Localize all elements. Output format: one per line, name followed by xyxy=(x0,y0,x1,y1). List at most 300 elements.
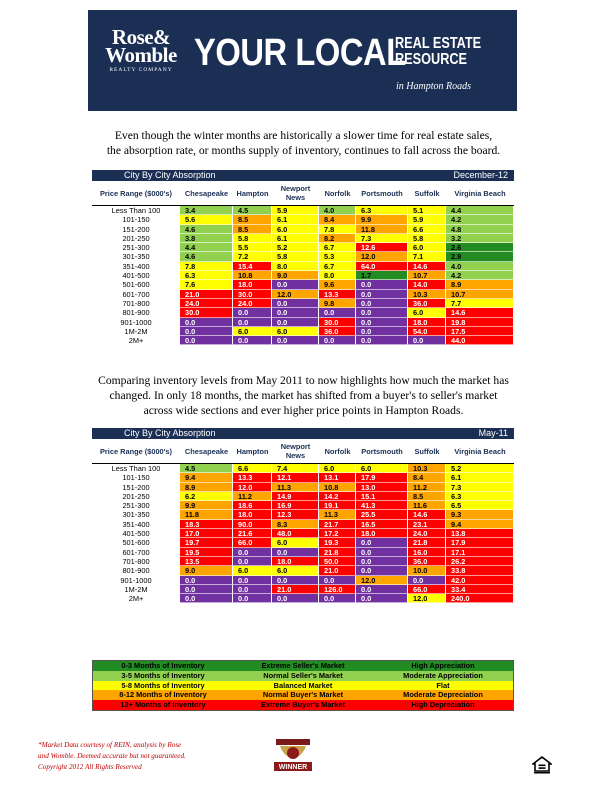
price-range-label: 351-400 xyxy=(122,519,150,529)
absorption-cell: 5.1 xyxy=(408,206,446,215)
absorption-cell: 18.0 xyxy=(356,529,408,538)
col-header: Norfolk xyxy=(324,446,351,456)
price-range-label: 901-1000 xyxy=(120,317,152,327)
banner-main-text: YOUR LOCAL xyxy=(194,32,406,74)
price-range-label: 2M+ xyxy=(128,336,144,346)
table-header-row xyxy=(92,181,514,206)
absorption-cell: 4.6 xyxy=(180,252,233,261)
table-row xyxy=(92,215,514,224)
comparison-paragraph: Comparing inventory levels from May 2011 to now highlights how much the market has changed. In only 18 months, the market has shifted from a buyer's to seller's market across wide sections and ever higher price points in Hampton Roads. xyxy=(98,374,509,417)
legend-market: Normal Seller's Market xyxy=(263,670,343,680)
table-row xyxy=(92,252,514,261)
absorption-cell: 126.0 xyxy=(319,585,356,594)
absorption-cell: 7.1 xyxy=(408,252,446,261)
absorption-cell: 0.0 xyxy=(180,576,233,585)
absorption-cell: 0.0 xyxy=(356,318,408,327)
absorption-cell: 10.7 xyxy=(446,290,514,299)
absorption-cell: 2.9 xyxy=(446,252,514,261)
table-row xyxy=(92,473,514,482)
absorption-cell: 5.8 xyxy=(272,252,319,261)
absorption-table-may11 xyxy=(92,428,514,603)
absorption-cell: 14.6 xyxy=(408,262,446,271)
absorption-cell: 4.2 xyxy=(446,215,514,224)
absorption-cell: 5.9 xyxy=(408,215,446,224)
absorption-cell: 11.2 xyxy=(408,483,446,492)
absorption-cell: 6.3 xyxy=(180,271,233,280)
price-range-label: 401-500 xyxy=(122,529,150,539)
absorption-cell: 6.1 xyxy=(446,473,514,482)
absorption-cell: 12.3 xyxy=(272,510,319,519)
absorption-cell: 9.4 xyxy=(180,473,233,482)
price-range-label: 801-900 xyxy=(122,566,150,576)
col-header: Suffolk xyxy=(414,446,440,456)
absorption-cell: 0.0 xyxy=(180,585,233,594)
absorption-cell: 2.6 xyxy=(446,243,514,252)
absorption-cell: 7.4 xyxy=(272,464,319,473)
absorption-cell: 13.5 xyxy=(180,557,233,566)
absorption-cell: 0.0 xyxy=(356,336,408,345)
absorption-cell: 0.0 xyxy=(319,336,356,345)
price-range-label: 401-500 xyxy=(122,271,150,281)
absorption-cell: 42.0 xyxy=(446,576,514,585)
absorption-cell: 25.5 xyxy=(356,510,408,519)
absorption-cell: 14.9 xyxy=(272,492,319,501)
absorption-cell: 64.0 xyxy=(356,262,408,271)
col-header: Newport News xyxy=(280,184,311,202)
absorption-cell: 6.0 xyxy=(408,308,446,317)
absorption-cell: 11.3 xyxy=(272,483,319,492)
col-header: Price Range ($000's) xyxy=(99,188,172,198)
absorption-cell: 5.3 xyxy=(319,252,356,261)
absorption-cell: 0.0 xyxy=(356,585,408,594)
legend-months: 8-12 Months of Inventory xyxy=(119,690,207,700)
absorption-cell: 5.9 xyxy=(272,206,319,215)
table-row xyxy=(92,529,514,538)
absorption-cell: 4.5 xyxy=(233,206,272,215)
absorption-cell: 9.0 xyxy=(180,566,233,575)
legend-trend: High Appreciation xyxy=(411,661,475,670)
absorption-cell: 48.0 xyxy=(272,529,319,538)
table-row xyxy=(92,585,514,594)
absorption-cell: 12.0 xyxy=(233,483,272,492)
absorption-cell: 0.0 xyxy=(356,594,408,603)
table-row xyxy=(92,299,514,308)
absorption-cell: 0.0 xyxy=(180,318,233,327)
price-range-label: 201-250 xyxy=(122,233,150,243)
price-range-label: 201-250 xyxy=(122,491,150,501)
price-range-label: 251-300 xyxy=(122,501,150,511)
legend-market: Extreme Buyer's Market xyxy=(261,700,345,710)
col-header: Portsmouth xyxy=(361,446,403,456)
absorption-cell: 0.0 xyxy=(233,308,272,317)
col-header: Suffolk xyxy=(414,188,440,198)
absorption-cell: 0.0 xyxy=(272,336,319,345)
absorption-cell: 30.0 xyxy=(180,308,233,317)
absorption-cell: 0.0 xyxy=(233,576,272,585)
absorption-cell: 7.8 xyxy=(180,262,233,271)
absorption-cell: 18.3 xyxy=(180,520,233,529)
absorption-cell: 18.0 xyxy=(272,557,319,566)
absorption-cell: 21.8 xyxy=(408,538,446,547)
col-header: Newport News xyxy=(280,442,311,460)
table-row xyxy=(92,271,514,280)
absorption-cell: 23.1 xyxy=(408,520,446,529)
absorption-cell: 0.0 xyxy=(233,585,272,594)
absorption-cell: 21.0 xyxy=(180,290,233,299)
absorption-cell: 4.4 xyxy=(180,243,233,252)
absorption-cell: 6.1 xyxy=(272,215,319,224)
absorption-cell: 9.0 xyxy=(272,271,319,280)
header-banner xyxy=(88,10,517,111)
absorption-cell: 6.0 xyxy=(272,538,319,547)
absorption-cell: 7.3 xyxy=(446,483,514,492)
absorption-cell: 9.3 xyxy=(446,510,514,519)
table-title-bar: City By City Absorption May-11 xyxy=(92,428,514,439)
table-row xyxy=(92,501,514,510)
legend-months: 3-5 Months of Inventory xyxy=(121,670,205,680)
legend-row xyxy=(93,661,513,671)
absorption-cell: 7.3 xyxy=(356,234,408,243)
absorption-cell: 6.3 xyxy=(356,206,408,215)
absorption-cell: 19.7 xyxy=(180,538,233,547)
table-row xyxy=(92,520,514,529)
table-title-bar: City By City Absorption December-12 xyxy=(92,170,514,181)
absorption-cell: 10.8 xyxy=(233,271,272,280)
absorption-cell: 0.0 xyxy=(233,594,272,603)
price-range-label: 1M-2M xyxy=(124,326,148,336)
absorption-cell: 5.2 xyxy=(272,243,319,252)
legend-trend: Moderate Depreciation xyxy=(403,690,483,700)
col-header: Chesapeake xyxy=(184,446,229,456)
table-row xyxy=(92,243,514,252)
price-range-label: 301-350 xyxy=(122,510,150,520)
absorption-cell: 17.5 xyxy=(446,327,514,336)
absorption-cell: 0.0 xyxy=(272,308,319,317)
absorption-cell: 0.0 xyxy=(319,576,356,585)
table-row xyxy=(92,483,514,492)
absorption-cell: 9.4 xyxy=(446,520,514,529)
absorption-cell: 4.6 xyxy=(180,225,233,234)
table-row xyxy=(92,327,514,336)
absorption-cell: 0.0 xyxy=(356,290,408,299)
table-row xyxy=(92,336,514,345)
table-row xyxy=(92,262,514,271)
absorption-cell: 18.0 xyxy=(233,510,272,519)
legend-trend: Moderate Appreciation xyxy=(403,670,483,680)
absorption-cell: 5.8 xyxy=(233,234,272,243)
absorption-cell: 10.3 xyxy=(408,290,446,299)
absorption-cell: 21.0 xyxy=(272,585,319,594)
absorption-cell: 11.6 xyxy=(408,501,446,510)
absorption-cell: 8.4 xyxy=(319,215,356,224)
absorption-cell: 13.3 xyxy=(233,473,272,482)
price-range-label: 251-300 xyxy=(122,243,150,253)
absorption-cell: 14.6 xyxy=(408,510,446,519)
absorption-cell: 4.2 xyxy=(446,271,514,280)
table-row xyxy=(92,464,514,473)
equal-housing-icon xyxy=(532,756,552,774)
absorption-cell: 33.8 xyxy=(446,566,514,575)
absorption-cell: 9.9 xyxy=(356,215,408,224)
absorption-cell: 5.6 xyxy=(180,215,233,224)
absorption-cell: 0.0 xyxy=(408,576,446,585)
absorption-table-dec12 xyxy=(92,170,514,345)
absorption-cell: 10.0 xyxy=(408,566,446,575)
legend-market: Normal Buyer's Market xyxy=(262,690,344,700)
absorption-cell: 16.0 xyxy=(408,548,446,557)
absorption-cell: 13.1 xyxy=(319,473,356,482)
absorption-cell: 15.4 xyxy=(233,262,272,271)
absorption-cell: 0.0 xyxy=(272,280,319,289)
absorption-cell: 8.9 xyxy=(446,280,514,289)
absorption-cell: 14.0 xyxy=(408,280,446,289)
col-header: Virginia Beach xyxy=(454,188,506,198)
absorption-cell: 6.0 xyxy=(272,225,319,234)
absorption-cell: 5.8 xyxy=(408,234,446,243)
price-range-label: 351-400 xyxy=(122,261,150,271)
absorption-cell: 18.6 xyxy=(233,501,272,510)
absorption-cell: 10.7 xyxy=(408,271,446,280)
absorption-cell: 6.6 xyxy=(408,225,446,234)
price-range-label: 801-900 xyxy=(122,308,150,318)
absorption-cell: 8.0 xyxy=(272,262,319,271)
legend-market: Balanced Market xyxy=(273,680,333,690)
absorption-cell: 0.0 xyxy=(319,308,356,317)
price-range-label: 2M+ xyxy=(128,594,144,604)
absorption-cell: 6.7 xyxy=(319,243,356,252)
absorption-cell: 6.0 xyxy=(408,243,446,252)
col-header: Hampton xyxy=(236,446,269,456)
price-range-label: 701-800 xyxy=(122,298,150,308)
absorption-cell: 18.0 xyxy=(233,280,272,289)
absorption-cell: 11.2 xyxy=(233,492,272,501)
absorption-cell: 13.0 xyxy=(356,483,408,492)
absorption-cell: 6.0 xyxy=(233,566,272,575)
legend-months: 12+ Months of Inventory xyxy=(120,700,206,710)
price-range-label: 101-150 xyxy=(122,215,150,225)
absorption-cell: 4.4 xyxy=(446,206,514,215)
absorption-cell: 0.0 xyxy=(319,594,356,603)
absorption-cell: 36.0 xyxy=(408,557,446,566)
legend-row xyxy=(93,681,513,691)
absorption-cell: 14.6 xyxy=(446,308,514,317)
absorption-cell: 6.6 xyxy=(233,464,272,473)
absorption-cell: 4.0 xyxy=(446,262,514,271)
absorption-cell: 8.2 xyxy=(319,234,356,243)
absorption-cell: 6.2 xyxy=(180,492,233,501)
absorption-cell: 0.0 xyxy=(233,336,272,345)
price-range-label: 301-350 xyxy=(122,252,150,262)
absorption-cell: 8.3 xyxy=(272,520,319,529)
absorption-cell: 0.0 xyxy=(356,566,408,575)
absorption-cell: 33.4 xyxy=(446,585,514,594)
absorption-cell: 8.0 xyxy=(319,271,356,280)
price-range-label: 901-1000 xyxy=(120,575,152,585)
price-range-label: 601-700 xyxy=(122,547,150,557)
absorption-cell: 0.0 xyxy=(408,336,446,345)
legend-months: 0-3 Months of Inventory xyxy=(121,661,205,670)
absorption-cell: 21.8 xyxy=(319,548,356,557)
table-row xyxy=(92,510,514,519)
absorption-cell: 11.8 xyxy=(356,225,408,234)
absorption-cell: 0.0 xyxy=(272,576,319,585)
absorption-cell: 0.0 xyxy=(356,557,408,566)
col-header: Virginia Beach xyxy=(454,446,506,456)
absorption-cell: 6.5 xyxy=(446,501,514,510)
banner-subtitle: in Hampton Roads xyxy=(396,81,471,92)
absorption-cell: 4.5 xyxy=(180,464,233,473)
absorption-cell: 1.7 xyxy=(356,271,408,280)
legend-months: 5-8 Months of Inventory xyxy=(121,680,205,690)
legend-trend: Flat xyxy=(436,680,450,690)
absorption-cell: 10.3 xyxy=(408,464,446,473)
table-row xyxy=(92,548,514,557)
table-row xyxy=(92,492,514,501)
absorption-cell: 66.0 xyxy=(408,585,446,594)
price-range-label: 501-600 xyxy=(122,538,150,548)
price-range-label: 151-200 xyxy=(122,482,150,492)
absorption-cell: 19.8 xyxy=(446,318,514,327)
market-legend xyxy=(92,660,514,711)
absorption-cell: 21.7 xyxy=(319,520,356,529)
absorption-cell: 24.0 xyxy=(408,529,446,538)
legend-row xyxy=(93,690,513,700)
table-row xyxy=(92,234,514,243)
table-row xyxy=(92,280,514,289)
absorption-cell: 0.0 xyxy=(180,327,233,336)
absorption-cell: 6.3 xyxy=(446,492,514,501)
absorption-cell: 8.4 xyxy=(408,473,446,482)
absorption-cell: 13.3 xyxy=(319,290,356,299)
table-header-row xyxy=(92,439,514,464)
absorption-cell: 5.5 xyxy=(233,243,272,252)
absorption-cell: 9.9 xyxy=(180,501,233,510)
legend-trend: High Depreciation xyxy=(411,700,475,710)
table-row xyxy=(92,290,514,299)
absorption-cell: 7.2 xyxy=(233,252,272,261)
award-badge-icon xyxy=(272,738,314,772)
absorption-cell: 4.8 xyxy=(446,225,514,234)
table-row xyxy=(92,318,514,327)
absorption-cell: 5.2 xyxy=(446,464,514,473)
absorption-cell: 3.8 xyxy=(180,234,233,243)
absorption-cell: 21.0 xyxy=(319,566,356,575)
col-header: Portsmouth xyxy=(361,188,403,198)
award-text: WINNER xyxy=(278,764,308,771)
absorption-cell: 44.0 xyxy=(446,336,514,345)
price-range-label: 701-800 xyxy=(122,556,150,566)
absorption-cell: 41.3 xyxy=(356,501,408,510)
absorption-cell: 90.0 xyxy=(233,520,272,529)
absorption-cell: 6.0 xyxy=(233,327,272,336)
absorption-cell: 0.0 xyxy=(180,594,233,603)
price-range-label: Less Than 100 xyxy=(111,206,161,215)
absorption-cell: 36.0 xyxy=(319,327,356,336)
absorption-cell: 16.5 xyxy=(356,520,408,529)
absorption-cell: 6.0 xyxy=(356,464,408,473)
absorption-cell: 0.0 xyxy=(272,548,319,557)
absorption-cell: 21.6 xyxy=(233,529,272,538)
absorption-cell: 8.5 xyxy=(233,215,272,224)
absorption-cell: 0.0 xyxy=(233,557,272,566)
price-range-label: 1M-2M xyxy=(124,584,148,594)
absorption-cell: 30.0 xyxy=(319,318,356,327)
absorption-cell: 6.0 xyxy=(319,464,356,473)
absorption-cell: 6.0 xyxy=(272,566,319,575)
absorption-cell: 15.1 xyxy=(356,492,408,501)
absorption-cell: 12.0 xyxy=(356,576,408,585)
absorption-cell: 0.0 xyxy=(356,280,408,289)
col-header: Price Range ($000's) xyxy=(99,446,172,456)
absorption-cell: 0.0 xyxy=(356,308,408,317)
absorption-cell: 3.2 xyxy=(446,234,514,243)
absorption-cell: 6.1 xyxy=(272,234,319,243)
absorption-cell: 30.0 xyxy=(233,290,272,299)
absorption-cell: 12.1 xyxy=(272,473,319,482)
absorption-cell: 13.8 xyxy=(446,529,514,538)
absorption-cell: 50.0 xyxy=(319,557,356,566)
absorption-cell: 14.2 xyxy=(319,492,356,501)
absorption-cell: 7.8 xyxy=(319,225,356,234)
absorption-cell: 17.1 xyxy=(446,548,514,557)
price-range-label: 501-600 xyxy=(122,280,150,290)
absorption-cell: 66.0 xyxy=(233,538,272,547)
absorption-cell: 12.0 xyxy=(408,594,446,603)
absorption-cell: 16.9 xyxy=(272,501,319,510)
table-row xyxy=(92,594,514,603)
absorption-cell: 9.8 xyxy=(319,299,356,308)
price-range-label: Less Than 100 xyxy=(111,464,161,473)
table-row xyxy=(92,308,514,317)
absorption-cell: 7.7 xyxy=(446,299,514,308)
absorption-cell: 54.0 xyxy=(408,327,446,336)
legend-market: Extreme Seller's Market xyxy=(261,661,345,670)
absorption-cell: 24.0 xyxy=(180,299,233,308)
absorption-cell: 26.2 xyxy=(446,557,514,566)
absorption-cell: 4.0 xyxy=(319,206,356,215)
absorption-cell: 12.6 xyxy=(356,243,408,252)
absorption-cell: 6.7 xyxy=(319,262,356,271)
absorption-cell: 19.1 xyxy=(319,501,356,510)
absorption-cell: 12.0 xyxy=(272,290,319,299)
absorption-cell: 24.0 xyxy=(233,299,272,308)
absorption-cell: 0.0 xyxy=(272,594,319,603)
table-row xyxy=(92,206,514,215)
absorption-cell: 11.8 xyxy=(180,510,233,519)
legend-row xyxy=(93,671,513,681)
absorption-cell: 240.0 xyxy=(446,594,514,603)
absorption-cell: 0.0 xyxy=(233,318,272,327)
absorption-cell: 17.9 xyxy=(446,538,514,547)
price-range-label: 101-150 xyxy=(122,473,150,483)
absorption-cell: 19.5 xyxy=(180,548,233,557)
footer-disclaimer: *Market Data courtesy of REIN, analysis by Rose and Womble. Deemed accurate but not guaranteed. Copyright 2012 All Rights Reserved xyxy=(38,741,186,771)
col-header: Norfolk xyxy=(324,188,351,198)
absorption-cell: 18.0 xyxy=(408,318,446,327)
absorption-cell: 0.0 xyxy=(356,538,408,547)
table-row xyxy=(92,557,514,566)
absorption-cell: 0.0 xyxy=(272,299,319,308)
absorption-cell: 10.8 xyxy=(319,483,356,492)
table-row xyxy=(92,225,514,234)
col-header: Chesapeake xyxy=(184,188,229,198)
absorption-cell: 8.5 xyxy=(233,225,272,234)
absorption-cell: 8.9 xyxy=(180,483,233,492)
table-row xyxy=(92,538,514,547)
absorption-cell: 6.0 xyxy=(272,327,319,336)
table-row xyxy=(92,566,514,575)
absorption-cell: 8.5 xyxy=(408,492,446,501)
